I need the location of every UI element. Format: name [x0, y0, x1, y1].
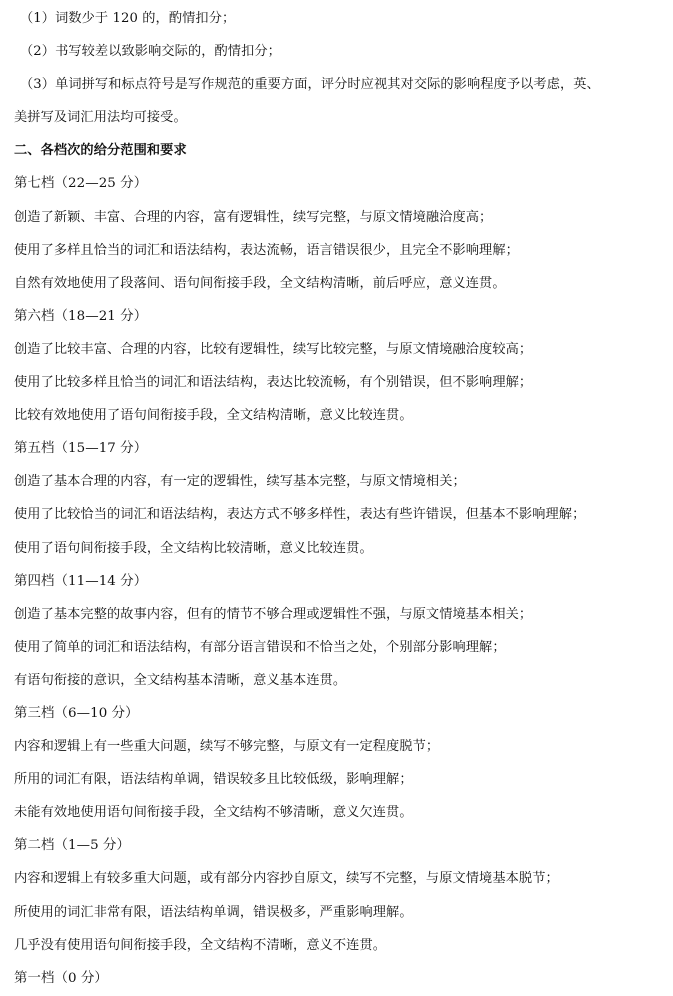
- note-2: （2）书写较差以致影响交际的，酌情扣分；: [20, 44, 281, 60]
- band-6-title: 第六档（18—21 分）: [14, 308, 148, 324]
- band-5-criterion: 创造了基本合理的内容，有一定的逻辑性，续写基本完整，与原文情境相关；: [14, 474, 466, 490]
- band-4-criterion: 使用了简单的词汇和语法结构，有部分语言错误和不恰当之处，个别部分影响理解；: [14, 639, 506, 655]
- band-5-criterion: 使用了比较恰当的词汇和语法结构，表达方式不够多样性，表达有些许错误，但基本不影响理解；: [14, 507, 586, 523]
- band-7-criterion: 自然有效地使用了段落间、语句间衔接手段，全文结构清晰，前后呼应，意义连贯。: [14, 275, 506, 291]
- band-3-criterion: 所用的词汇有限，语法结构单调，错误较多且比较低级，影响理解；: [14, 772, 413, 788]
- band-7-criterion: 创造了新颖、丰富、合理的内容，富有逻辑性，续写完整，与原文情境融洽度高；: [14, 209, 493, 225]
- band-1-title: 第一档（0 分）: [14, 970, 108, 986]
- band-5-criterion: 使用了语句间衔接手段，全文结构比较清晰，意义比较连贯。: [14, 540, 373, 556]
- band-2-criterion: 所使用的词汇非常有限，语法结构单调，错误极多，严重影响理解。: [14, 904, 413, 920]
- band-6-criterion: 比较有效地使用了语句间衔接手段，全文结构清晰，意义比较连贯。: [14, 408, 413, 424]
- band-3-criterion: 内容和逻辑上有一些重大问题，续写不够完整，与原文有一定程度脱节；: [14, 739, 440, 755]
- band-5-title: 第五档（15—17 分）: [14, 441, 148, 457]
- band-4-criterion: 创造了基本完整的故事内容，但有的情节不够合理或逻辑性不强，与原文情境基本相关；: [14, 606, 533, 622]
- section-heading: 二、各档次的给分范围和要求: [14, 143, 187, 159]
- band-2-criterion: 几乎没有使用语句间衔接手段，全文结构不清晰，意义不连贯。: [14, 937, 387, 953]
- band-2-criterion: 内容和逻辑上有较多重大问题，或有部分内容抄自原文，续写不完整，与原文情境基本脱节；: [14, 871, 559, 887]
- band-7-criterion: 使用了多样且恰当的词汇和语法结构，表达流畅，语言错误很少，且完全不影响理解；: [14, 242, 519, 258]
- band-3-title: 第三档（6—10 分）: [14, 705, 139, 721]
- band-6-criterion: 创造了比较丰富、合理的内容，比较有逻辑性，续写比较完整，与原文情境融洽度较高；: [14, 341, 533, 357]
- band-6-criterion: 使用了比较多样且恰当的词汇和语法结构，表达比较流畅，有个别错误，但不影响理解；: [14, 375, 533, 391]
- band-3-criterion: 未能有效地使用语句间衔接手段，全文结构不够清晰，意义欠连贯。: [14, 805, 413, 821]
- band-4-title: 第四档（11—14 分）: [14, 573, 148, 589]
- band-4-criterion: 有语句衔接的意识，全文结构基本清晰，意义基本连贯。: [14, 672, 347, 688]
- band-7-title: 第七档（22—25 分）: [14, 176, 148, 192]
- note-3: （3）单词拼写和标点符号是写作规范的重要方面，评分时应视其对交际的影响程度予以考虑，英、: [20, 77, 600, 93]
- note-1: （1）词数少于 120 的，酌情扣分；: [20, 11, 236, 26]
- document-page: [0, 2, 673, 996]
- note-3-continued: 美拼写及词汇用法均可接受。: [14, 110, 187, 126]
- band-2-title: 第二档（1—5 分）: [14, 838, 131, 854]
